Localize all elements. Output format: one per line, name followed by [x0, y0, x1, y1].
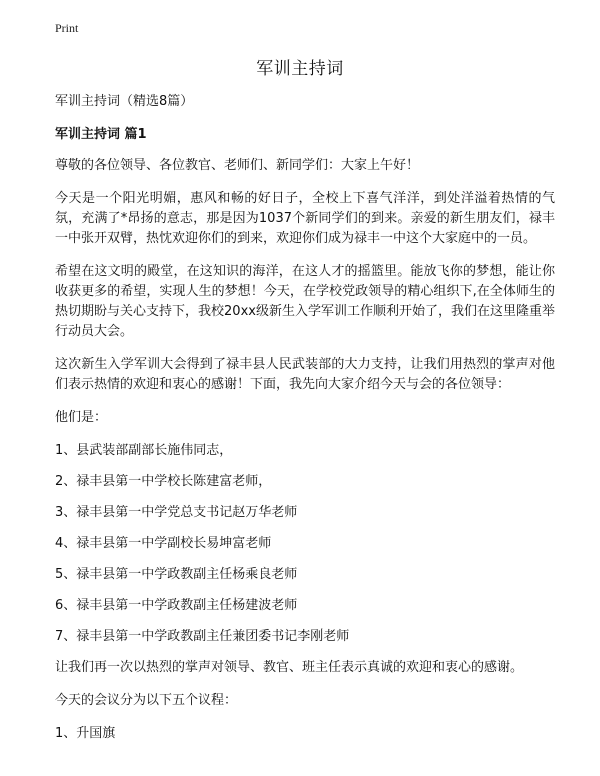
- agenda-list-item: 1、升国旗: [55, 726, 116, 741]
- paragraph-agenda-intro: 今天的会议分为以下五个议程：: [55, 693, 238, 708]
- paragraph-hope: 希望在这文明的殿堂，在这知识的海洋，在这人才的摇篮里。能放飞你的梦想，能让你收获更多的希望，实现人生的梦想！今天，在学校党政领导的精心组织下,在全体师生的热切期盼与关心支持下，我校20xx级新生入学军训工作顺利开始了，我们在这里隆重举行动员大会。: [55, 264, 555, 339]
- paragraph-greeting: 尊敬的各位领导、各位教官、老师们、新同学们：大家上午好！: [55, 158, 420, 173]
- paragraph-welcome: 今天是一个阳光明媚，惠风和畅的好日子，全校上下喜气洋洋，到处洋溢着热情的气氛，充满了*昂扬的意志，那是因为1037个新同学们的到来。亲爱的新生朋友们，禄丰一中张开双臂，热忱欢迎你们的到来，欢迎你们成为禄丰一中这个大家庭中的一员。: [55, 191, 555, 246]
- leader-list-item: 3、禄丰县第一中学党总支书记赵万华老师: [55, 505, 298, 520]
- paragraph-leaders-intro: 他们是：: [55, 410, 108, 425]
- document-title: 军训主持词: [256, 59, 344, 79]
- leader-list-item: 4、禄丰县第一中学副校长易坤富老师: [55, 536, 272, 551]
- leader-list-item: 2、禄丰县第一中学校长陈建富老师，: [55, 474, 272, 489]
- paragraph-thanks: 让我们再一次以热烈的掌声对领导、教官、班主任表示真诚的欢迎和衷心的感谢。: [55, 660, 524, 675]
- paragraph-support: 这次新生入学军训大会得到了禄丰县人民武装部的大力支持，让我们用热烈的掌声对他们表示热情的欢迎和衷心的感谢！下面，我先向大家介绍今天与会的各位领导：: [55, 357, 555, 392]
- document-body: [55, 92, 555, 744]
- leader-list-item: 5、禄丰县第一中学政教副主任杨乘良老师: [55, 567, 298, 582]
- document-subtitle: 军训主持词（精选8篇）: [55, 94, 194, 109]
- leader-list-item: 1、县武装部副部长施伟同志，: [55, 443, 233, 458]
- print-label[interactable]: Print: [55, 21, 79, 35]
- leader-list-item: 7、禄丰县第一中学政教副主任兼团委书记李刚老师: [55, 629, 350, 644]
- leader-list-item: 6、禄丰县第一中学政教副主任杨建波老师: [55, 598, 298, 613]
- section-heading: 军训主持词 篇1: [55, 127, 147, 142]
